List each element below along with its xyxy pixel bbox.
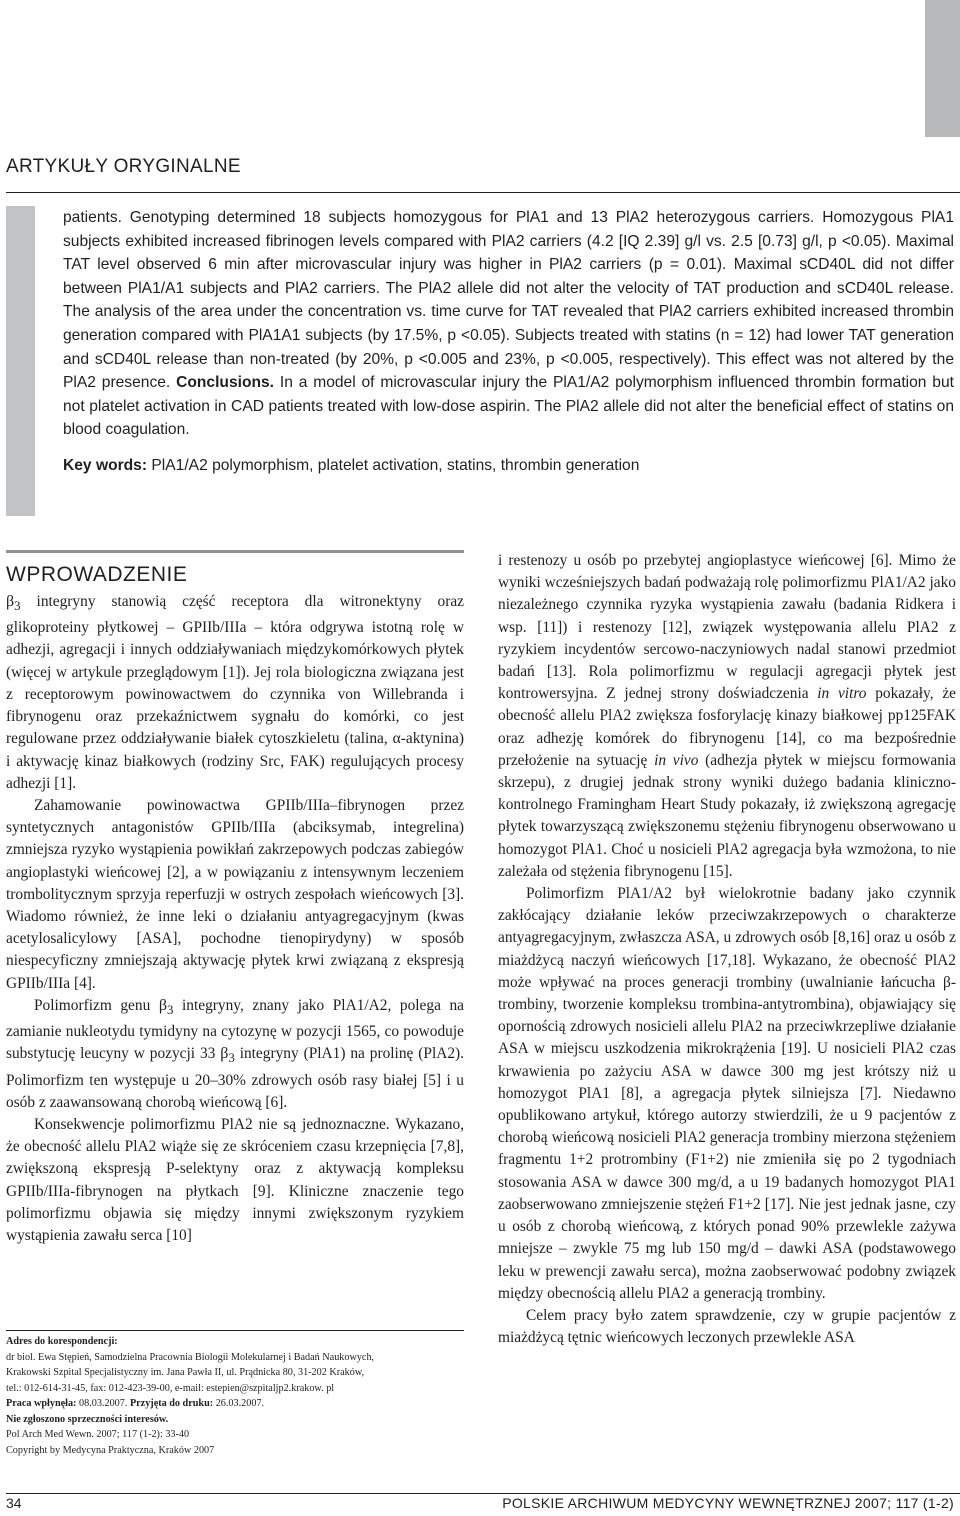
submission-dates	[6, 1396, 464, 1412]
correspondence-line-1: dr biol. Ewa Stępień, Samodzielna Pracownia Biologii Molekularnej i Badań Naukowych,	[6, 1351, 375, 1363]
intro-heading: WPROWADZENIE	[6, 563, 188, 586]
section-label: ARTYKUŁY ORYGINALNE	[6, 156, 241, 177]
right-paragraph-2: Polimorfizm PlA1/A2 był wielokrotnie badany jako czynnik zakłócający działanie leków przeciwzakrzepowych o charakterze antyagregacyjnym, zwłaszcza ASA, u zdrowych osób [8,16] oraz u osób z miażdżycą naczyń wieńcowych [17,18]. Wykazano, że obecność PlA2 może wpływać na proces generacji trombiny (uwalnianie łańcucha β-trombiny, tworzenie kompleksu trombina-antytrombina), objawiający się opornością zdrowych nosicieli allelu PlA2 na przeciwkrzepliwe działanie ASA w miejscu uszkodzenia mikrokrążenia [19]. U nosicieli PlA2 czas krwawienia po zażyciu ASA w dawce 300 mg jest krótszy niż u homozygot PlA1 [8], a agregacja płytek silniejsza [7]. Niedawno opublikowano artykuł, którego autorzy stwierdzili, że u 9 pacjentów z chorobą wieńcową nosicieli PlA2 generacja trombiny mierzona stężeniem fragmentu 1+2 protrombiny (F1+2) nie zmieniła się po 2 tygodniach stosowania ASA w dawce 300 mg/d, a u 19 badanych homozygot PlA1 zaobserwowano zmniejszenie stężeń F1+2 [17]. Nie jest jednak jasne, czy u osób z chorobą wieńcową, z których ponad 90% przewlekle zażywa mniejsze – zwykle 75 mg lub 150 mg/d – dawki ASA (podstawowego leku w prewencji zawału serca), można zaobserwować podobny związek między obecnością allelu PlA2 a generacją trombiny.	[498, 885, 956, 1302]
received-date: 08.03.2007.	[79, 1398, 128, 1409]
column-top-rule	[6, 550, 464, 553]
correspondence-block	[6, 1330, 464, 1458]
correspondence-contact: tel.: 012-614-31-45, fax: 012-423-39-00, e-mail: estepien@szpitaljp2.krakow. pl	[6, 1382, 335, 1394]
intro-paragraph-2: Zahamowanie powinowactwa GPIIb/IIIa–fibrynogen przez syntetycznych antagonistów GPIIb/IIIa (abciksymab, integrelina) zmniejsza ryzyko wystąpienia powikłań zakrzepowych podczas zabiegów angioplastyki wieńcowej [2], a w powiązaniu z intensywnym leczeniem trombolitycznym sprzyja reperfuzji w ostrych zespołach wieńcowych [3]. Wiadomo również, że inne leki o działaniu antyagregacyjnym (kwas acetylosalicylowy [ASA], pochodne tienopirydyny) w sposób niespecyficzny zmniejszają aktywację płytek krwi związaną z ekspresją GPIIb/IIIa [4].	[6, 796, 464, 992]
copyright: Copyright by Medycyna Praktyczna, Kraków 2007	[6, 1444, 215, 1456]
right-paragraph-1	[498, 550, 956, 883]
right-paragraph-3: Celem pracy było zatem sprawdzenie, czy w grupie pacjentów z miażdżycą tętnic wieńcowych leczonych przewlekle ASA	[498, 1306, 956, 1347]
correspondence-label: Adres do korespondencji:	[6, 1336, 118, 1347]
accepted-date: 26.03.2007.	[215, 1398, 265, 1409]
keywords	[63, 454, 954, 478]
beta-subscript: 3	[228, 1051, 235, 1066]
citation: Pol Arch Med Wewn. 2007; 117 (1-2): 33-40	[6, 1429, 190, 1440]
keywords-list: PlA1/A2 polymorphism, platelet activation, statins, thrombin generation	[151, 456, 640, 474]
in-vivo-term: in vivo	[654, 751, 699, 769]
conclusions-label: Conclusions.	[176, 374, 275, 392]
header-divider	[6, 192, 960, 193]
intro-paragraph-3-text-c: integryny (PlA1) na prolinę (PlA2). Polimorfizm ten występuje u 20–30% zdrowych osób rasy białej [5] i u osób z zaawansowaną chorobą wieńcową [6].	[6, 1045, 464, 1111]
intro-paragraph-4: Konsekwencje polimorfizmu PlA2 nie są jednoznaczne. Wykazano, że obecność allelu PlA2 wiąże się ze skróceniem czasu krzepnięcia [7,8], zwiększoną ekspresją P-selektyny oraz z aktywacją kompleksu GPIIb/IIIa-fibrynogen na płytkach [9]. Kliniczne znaczenie tego polimorfizmu objawia się między innymi zwiększonym ryzykiem wystąpienia zawału serca [10]	[6, 1115, 464, 1244]
intro-body	[6, 591, 464, 1247]
keywords-label: Key words:	[63, 456, 148, 474]
intro-paragraph-3	[6, 995, 464, 1114]
abstract-conclusions: In a model of microvascular injury the PlA1/A2 polymorphism influenced thrombin formation but not platelet activation in CAD patients treated with low-dose aspirin. The PlA2 allele did not alter the beneficial effect of statins on blood coagulation.	[63, 374, 954, 439]
beta-symbol: β	[6, 593, 15, 610]
abstract-text	[63, 206, 954, 442]
footer-divider	[6, 1493, 960, 1494]
correspondence-divider	[6, 1330, 464, 1331]
intro-paragraph-3-text-b: integryny, znany jako PlA1/A2, polega na zamianie nukleotydu tymidyny na cytozynę w pozycji 1565, co powoduje substytucję leucyny w pozycji 33	[6, 996, 465, 1063]
left-column	[6, 550, 464, 1247]
right-paragraph-1-text-a: i restenozy u osób po przebytej angioplastyce wieńcowej [6]. Mimo że wyniki wcześniejszych badań podważają rolę polimorfizmu PlA1/A2 jako niezależnego czynnika ryzyka wystąpienia zawału (badania Ridkera i wsp. [11]) i restenozy [12], związek występowania allelu PlA2 z ryzykiem incydentów sercowo-naczyniowych nadal stanowi przedmiot badań [13]. Rola polimorfizmu w regulacji agregacji płytek jest kontrowersyjna. Z jednej strony doświadczenia	[498, 552, 956, 703]
intro-paragraph-3-text-a: Polimorfizm genu	[34, 996, 159, 1014]
conflict-statement: Nie zgłoszono sprzeczności interesów.	[6, 1413, 169, 1425]
beta-symbol: β	[220, 1045, 229, 1063]
intro-paragraph-1-text: integryny stanowią część receptora dla witronektyny oraz glikoproteiny płytkowej – GPIIb/IIIa – która odgrywa istotną rolę w adhezji, agregacji i innych oddziaływaniach międzykomórkowych płytek (więcej w artykule przeglądowym [1]). Jej rola biologiczna związana jest z receptorowym powinowactwem do czynnika von Willebranda i fibrynogenu oraz przekaźnictwem sygnału do komórki, co jest regulowane przez oddziaływanie białek cytoszkieletu (talina, α-aktynina) i aktywację kinaz białkowych (rodziny Src, FAK) regulujących procesy adhezji [1].	[6, 593, 464, 792]
right-paragraph-1-text-c: (adhezja płytek w miejscu formowania skrzepu), z drugiej jednak strony wyniki dużego badania kliniczno-kontrolnego Framingham Heart Study pokazały, iż zwiększoną agregację płytek towarzyszącą zwiększonemu stężeniu fibrynogenu obserwowano u homozygot PlA1. Choć u nosicieli PlA2 agregacja była wzmożona, to nie zależała od stężenia fibrynogenu [15].	[498, 751, 957, 880]
abstract-results: patients. Genotyping determined 18 subjects homozygous for PlA1 and 13 PlA2 heterozygous carriers. Homozygous PlA1 subjects exhibited increased fibrinogen levels compared with PlA2 carriers (4.2 [IQ 2.39] g/l vs. 2.5 [0.73] g/l, p <0.05). Maximal TAT level observed 6 min after microvascular injury was higher in PlA2 carriers (p = 0.01). Maximal sCD40L did not differ between PlA1/A1 subjects and PlA2 carriers. The PlA2 allele did not alter the velocity of TAT production and sCD40L release. The analysis of the area under the concentration vs. time curve for TAT revealed that PlA2 carriers exhibited increased thrombin generation compared with PlA1A1 subjects (by 17.5%, p <0.05). Subjects treated with statins (n = 12) had lower TAT generation and sCD40L release than non-treated (by 20%, p <0.005 and 23%, p <0.005, respectively). This effect was not altered by the PlA2 presence.	[63, 209, 954, 392]
page-number: 34	[6, 1495, 22, 1511]
intro-paragraph-1	[6, 591, 464, 795]
beta-symbol: β	[158, 996, 167, 1014]
beta-subscript: 3	[167, 1002, 174, 1017]
abstract-block	[63, 206, 954, 478]
abstract-side-bar	[6, 206, 35, 516]
beta-subscript: 3	[14, 599, 21, 614]
right-column	[498, 550, 956, 1349]
accepted-label: Przyjęta do druku:	[129, 1398, 214, 1409]
received-label: Praca wpłynęła:	[6, 1398, 77, 1409]
correspondence-line-2: Krakowski Szpital Specjalistyczny im. Jana Pawła II, ul. Prądnicka 80, 31-202 Kraków,	[6, 1367, 365, 1378]
header-accent-bar	[925, 0, 960, 137]
in-vitro-term: in vitro	[817, 685, 867, 703]
journal-reference: POLSKIE ARCHIWUM MEDYCYNY WEWNĘTRZNEJ 2007; 117 (1-2)	[502, 1495, 954, 1511]
right-paragraph-1-text-b: pokazały, że obecność allelu PlA2 zwiększa fosforylację kinazy białkowej pp125FAK oraz adhezję komórek do fibrynogenu [14], co ma bezpośrednie przełożenie na sytuację	[498, 685, 956, 769]
